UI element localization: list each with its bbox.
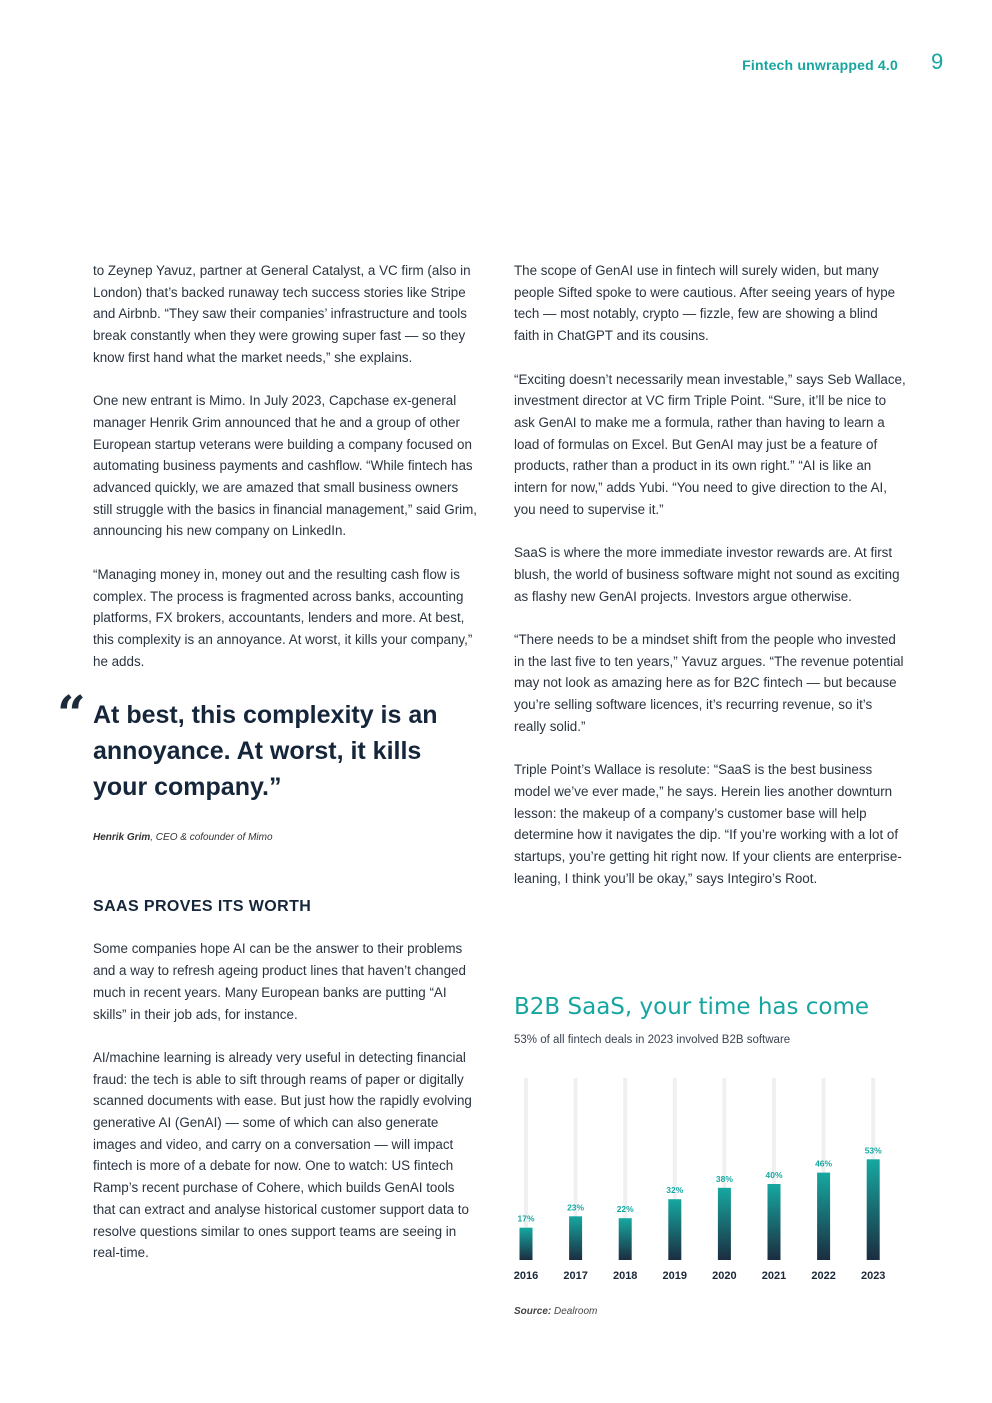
bar-chart xyxy=(505,1070,905,1290)
quote-attribution xyxy=(93,827,478,849)
value-label: 32% xyxy=(666,1185,684,1196)
paragraph: One new entrant is Mimo. In July 2023, Capchase ex-general manager Henrik Grim announced that he and a group of other European startup veterans were building a company focused on automating business payments and cashflow. “While fintech has advanced quickly, we are amazed that small business owners still struggle with the basics in financial management,” said Grim, announcing his new company on LinkedIn. xyxy=(93,393,478,539)
chart-title: B2B SaaS, your time has come xyxy=(514,994,870,1020)
category-label: 2022 xyxy=(811,1270,836,1282)
category-label: 2023 xyxy=(860,1270,886,1282)
bar-2017 xyxy=(569,1216,582,1260)
bar-2023 xyxy=(867,1159,880,1260)
bar-2019 xyxy=(668,1199,681,1260)
paragraph: “Managing money in, money out and the resulting cash flow is complex. The process is fragmented across banks, accounting platforms, FX brokers, accountants, lenders and more. At best, this complexity is an annoyance. At worst, it kills your company,” he adds. xyxy=(93,566,473,669)
bar-2022 xyxy=(817,1173,830,1260)
page-number: 9 xyxy=(931,49,944,74)
paragraph: Some companies hope AI can be the answer to their problems and a way to refresh ageing product lines that haven’t changed much in recent years. Many European banks are putting “AI skills” in their job ads, for instance. xyxy=(93,941,466,1022)
header-title: Fintech unwrapped 4.0 xyxy=(742,57,898,73)
paragraph: “There needs to be a mindset shift from the people who invested in the last five to ten years,” Yavuz argues. “The revenue potential may not look as amazing here as for B2C fintech — but because you’re selling software licences, it’s recurring revenue, so it’s really solid.” xyxy=(514,631,904,734)
paragraph: AI/machine learning is already very useful in detecting financial fraud: the tech is able to sift through reams of paper or digitally scanned documents with ease. But just how the rapidly evolving generative AI (GenAI) — some of which can also generate images and video, and carry on a conversation — will impact fintech is more of a debate for now. One to watch: US fintech Ramp’s recent purchase of Cohere, which builds GenAI tools that can extract and analyse historical customer support data to resolve questions similar to ones support teams are seeing in real-time. xyxy=(93,1049,472,1261)
bar-2016 xyxy=(520,1228,533,1260)
paragraph: Triple Point’s Wallace is resolute: “SaaS is the best business model we’ve ever made,” he says. Herein lies another downturn lesson: the makeup of a company’s customer base will help determine how it navigates the dip. “If you’re working with a lot of startups, you’re getting hit right now. If your clients are enterprise-leaning, I think you’ll be okay,” says Integiro’s Root. xyxy=(514,762,902,886)
chart-source xyxy=(514,1306,597,1317)
value-label: 17% xyxy=(517,1213,535,1224)
paragraph: SaaS is where the more immediate investor rewards are. At first blush, the world of business software might not sound as exciting as flashy new GenAI projects. Investors argue otherwise. xyxy=(514,545,900,604)
right-column xyxy=(514,260,906,911)
quote-mark-icon: “ xyxy=(57,684,86,744)
paragraph: The scope of GenAI use in fintech will surely widen, but many people Sifted spoke to were cautious. After seeing years of hype tech — most notably, crypto — fizzle, few are showing a blind faith in ChatGPT and its cousins. xyxy=(514,263,896,344)
value-label: 23% xyxy=(567,1202,585,1213)
category-label: 2019 xyxy=(662,1270,688,1282)
value-label: 46% xyxy=(815,1158,833,1169)
quote-text: At best, this complexity is an annoyance. At worst, it kills your company.” xyxy=(93,701,438,802)
category-label: 2020 xyxy=(712,1270,737,1282)
bar-2020 xyxy=(718,1188,731,1260)
section-heading: SAAS PROVES ITS WORTH xyxy=(93,897,312,915)
paragraph: “Exciting doesn’t necessarily mean investable,” says Seb Wallace, investment director at VC firm Triple Point. “Sure, it’ll be nice to ask GenAI to make me a formula, rather than having to learn a load of formulas on Excel. But GenAI may just be a feature of products, rather than a product in its own right.” “AI is like an intern for now,” adds Yubi. “You need to give direction to the AI, you need to supervise it.” xyxy=(514,371,906,517)
category-label: 2017 xyxy=(563,1270,588,1282)
quote-role: , CEO & cofounder of Mimo xyxy=(150,832,273,844)
chart-subtitle: 53% of all fintech deals in 2023 involved B2B software xyxy=(514,1034,791,1046)
source-name: Dealroom xyxy=(554,1306,598,1317)
category-label: 2021 xyxy=(761,1270,787,1282)
value-label: 53% xyxy=(864,1145,882,1156)
category-label: 2016 xyxy=(513,1270,539,1282)
paragraph: to Zeynep Yavuz, partner at General Catalyst, a VC firm (also in London) that’s backed runaway tech success stories like Stripe and Airbnb. “They saw their companies’ infrastructure and tools break constantly when they were growing super fast — so they know first hand what the market needs,” she explains. xyxy=(93,263,471,365)
value-label: 22% xyxy=(616,1204,634,1215)
value-label: 40% xyxy=(765,1170,783,1180)
pull-quote xyxy=(57,684,478,848)
bar-2021 xyxy=(768,1184,781,1260)
category-label: 2018 xyxy=(612,1270,638,1282)
source-label: Source: xyxy=(514,1306,552,1317)
bar-2018 xyxy=(619,1218,632,1260)
left-column xyxy=(57,260,478,1286)
value-label: 38% xyxy=(715,1173,733,1184)
quote-author: Henrik Grim xyxy=(93,832,151,844)
